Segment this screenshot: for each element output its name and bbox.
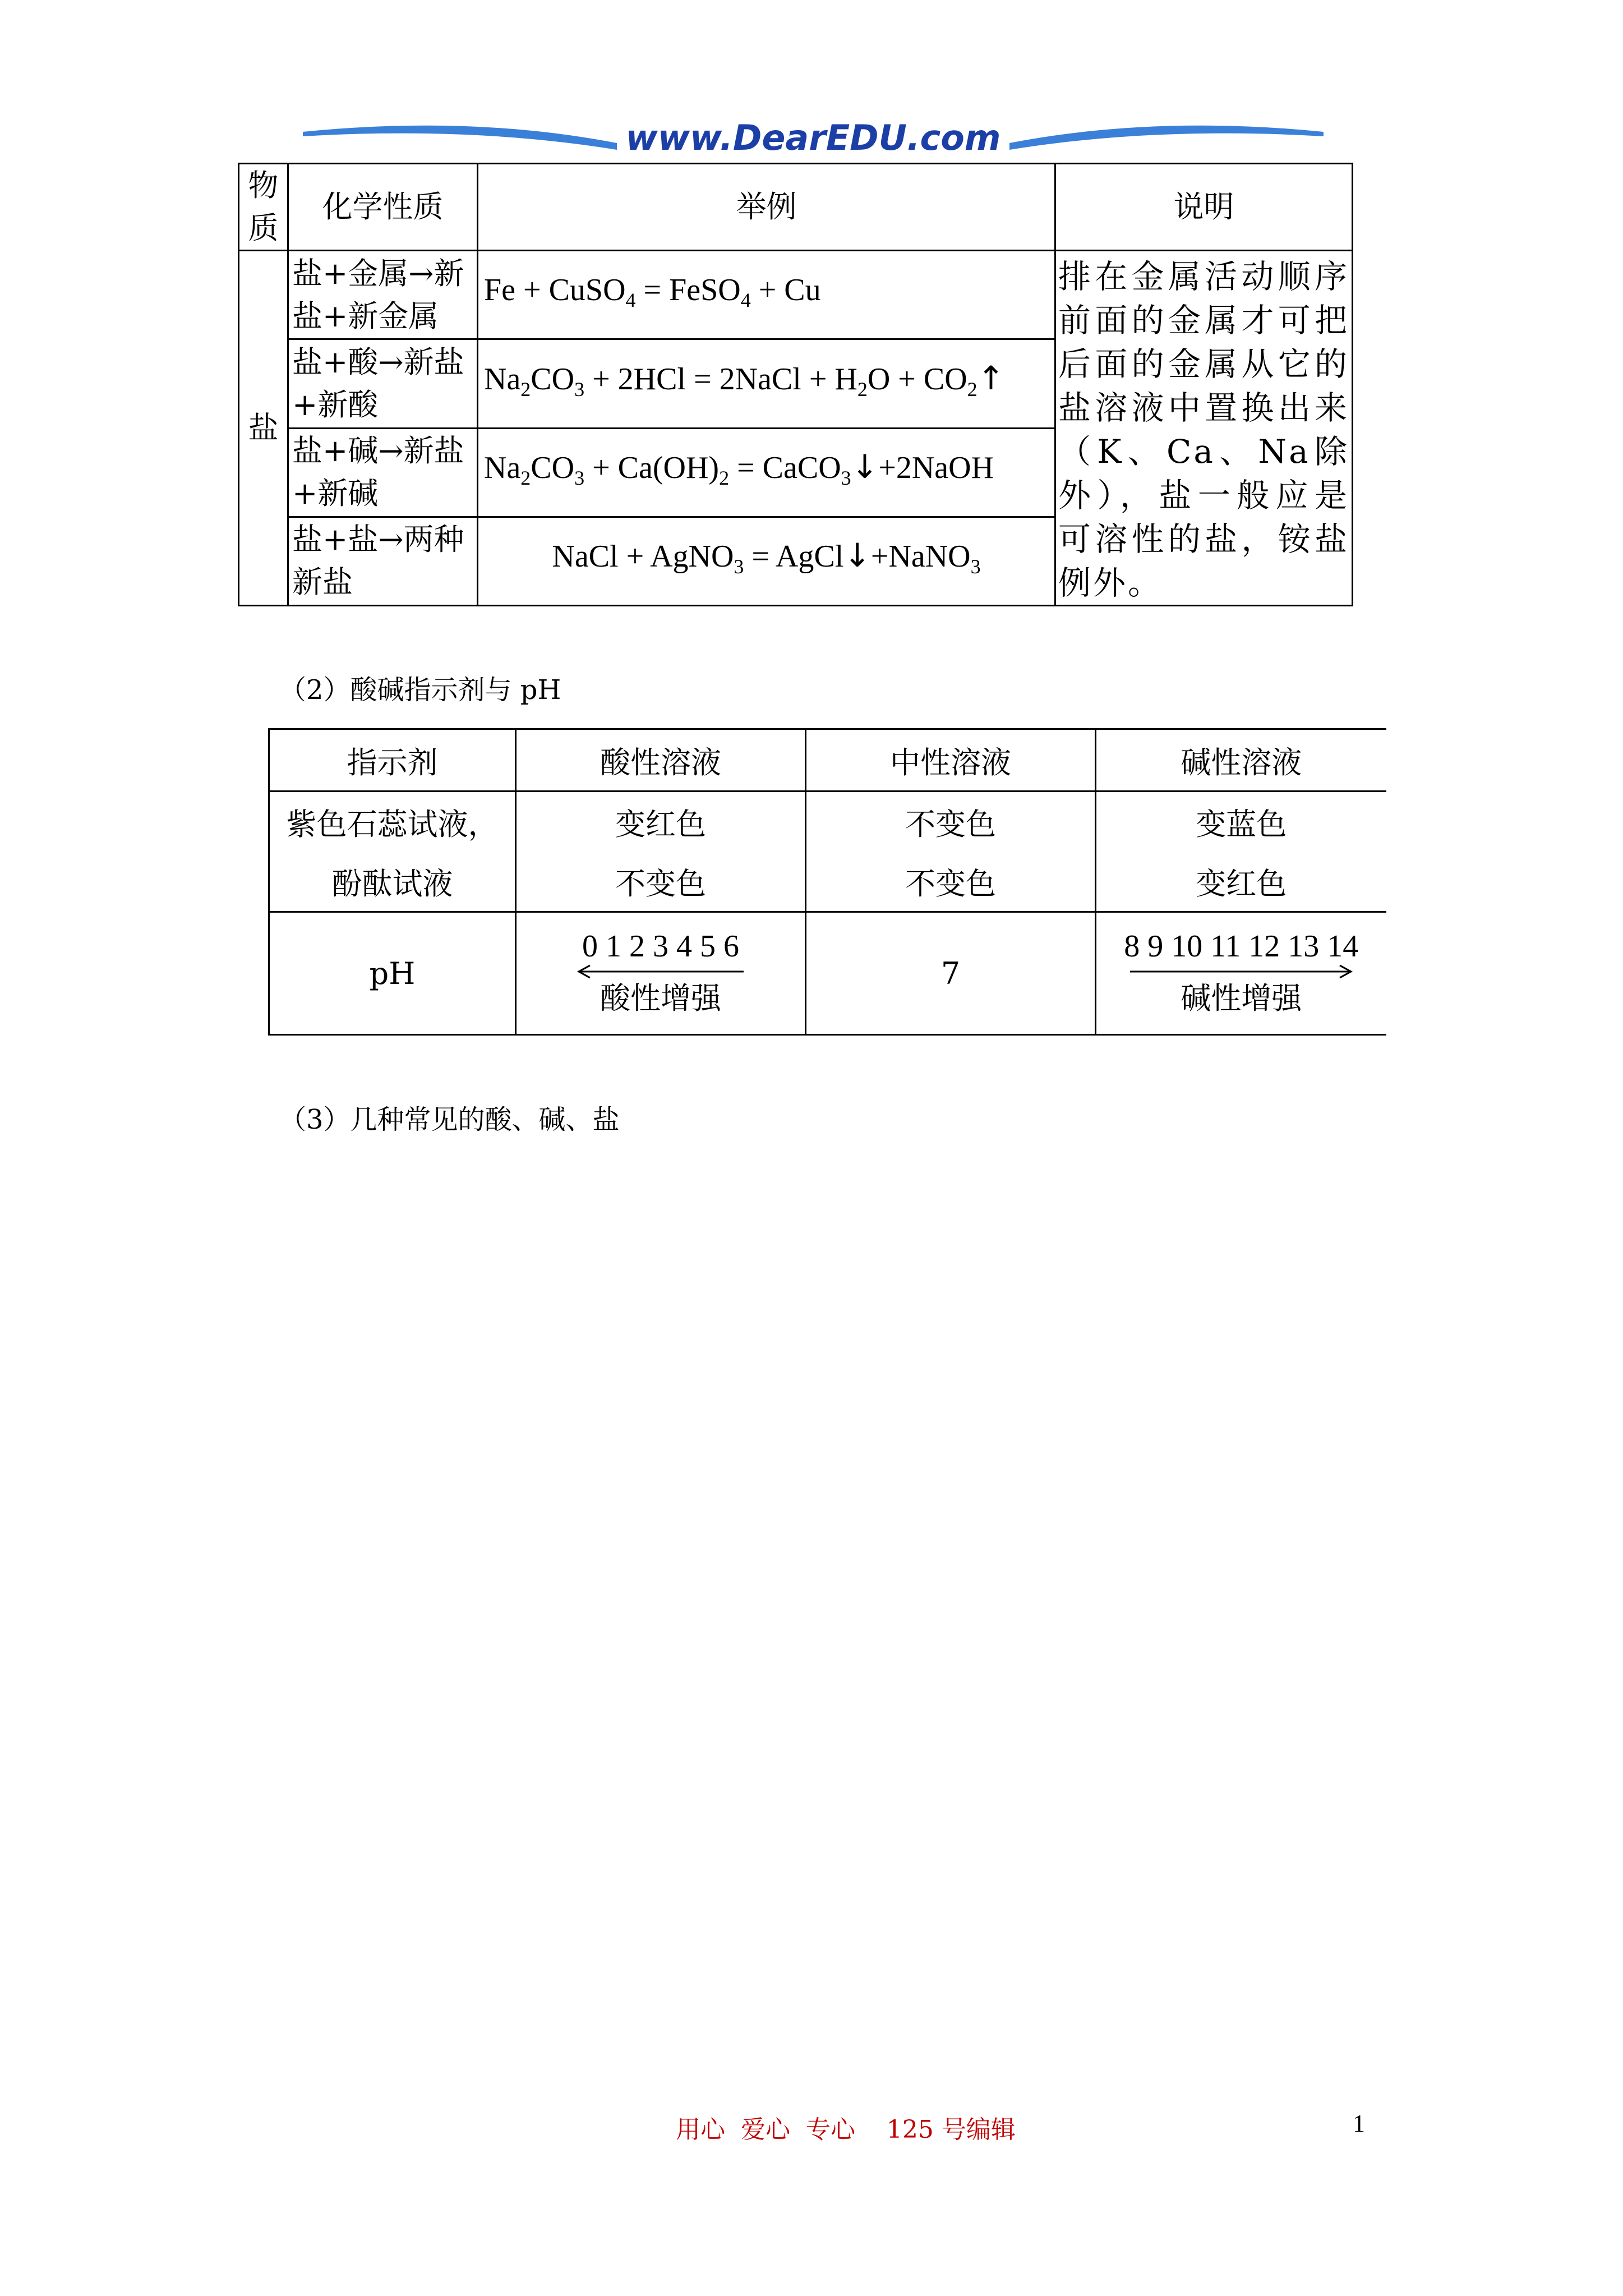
- phenol-acid: 不变色: [516, 852, 806, 912]
- property-salt-base: 盐+碱→新盐+新碱: [288, 428, 478, 517]
- property-salt-acid: 盐+酸→新盐+新酸: [288, 339, 478, 428]
- footer-text: 用心 爱心 专心 125 号编辑: [676, 2115, 1016, 2144]
- equation-na2co3-caoh2: $Na_2CO_3 + Ca(OH)_2$ = CaCO$_3$↓+2NaOH: [478, 428, 1055, 517]
- phenol-base: 变红色: [1096, 852, 1386, 912]
- deredu-banner-logo: [303, 109, 1324, 165]
- acid-scale-numbers: 0 1 2 3 4 5 6: [582, 929, 739, 964]
- header-indicator: 指示剂: [269, 729, 516, 792]
- litmus-base: 变蓝色: [1096, 792, 1386, 852]
- phenol-name: 酚酞试液: [269, 852, 516, 912]
- header-note: 说明: [1055, 164, 1353, 251]
- svg-text:www.DearEDU.com: www.DearEDU.com: [625, 117, 1001, 158]
- base-scale-label: 碱性增强: [1181, 981, 1302, 1016]
- ph-label: pH: [269, 912, 516, 1035]
- acid-scale-label: 酸性增强: [600, 981, 721, 1016]
- property-salt-metal: 盐+金属→新盐+新金属: [288, 251, 478, 339]
- note-text: 排在金属活动顺序前面的金属才可把后面的金属从它的盐溶液中置换出来（K、Ca、Na除外），盐一般应是可溶性的盐，铵盐例外。: [1055, 251, 1353, 606]
- base-scale-numbers: 8 9 10 11 12 13 14: [1124, 929, 1359, 964]
- equation-fe-cuso4: Fe + CuSO$_4$ = FeSO$_4$ + Cu: [478, 251, 1055, 339]
- header-example: 举例: [478, 164, 1055, 251]
- base-scale-cell: [1096, 912, 1386, 1035]
- header-substance: 物质: [239, 164, 288, 251]
- header-property: 化学性质: [288, 164, 478, 251]
- substance-salt: 盐: [239, 251, 288, 606]
- litmus-name: 紫色石蕊试液，: [269, 792, 516, 852]
- indicator-ph-table: [268, 728, 1386, 1036]
- litmus-neutral: 不变色: [806, 792, 1096, 852]
- phenol-neutral: 不变色: [806, 852, 1096, 912]
- salt-properties-table: [238, 163, 1353, 606]
- acid-scale-cell: [516, 912, 806, 1035]
- neutral-ph-value: 7: [806, 912, 1096, 1035]
- right-arrow-icon: [1129, 964, 1353, 979]
- left-arrow-icon: [577, 964, 745, 979]
- header-basic: 碱性溶液: [1096, 729, 1386, 792]
- property-salt-salt: 盐+盐→两种新盐: [288, 517, 478, 605]
- equation-na2co3-hcl: $Na_2CO_3 + 2HCl$ = 2NaCl + $H_2O$ + $CO_2↑$: [478, 339, 1055, 428]
- equation-nacl-agno3: NaCl + AgNO$_3$ = AgCl↓+NaNO$_3$: [478, 517, 1055, 605]
- section-2-heading: （2）酸碱指示剂与 pH: [279, 674, 561, 706]
- header-acidic: 酸性溶液: [516, 729, 806, 792]
- section-3-heading: （3）几种常见的酸、碱、盐: [279, 1104, 620, 1135]
- litmus-acid: 变红色: [516, 792, 806, 852]
- page-number: 1: [1353, 2110, 1365, 2137]
- header-neutral: 中性溶液: [806, 729, 1096, 792]
